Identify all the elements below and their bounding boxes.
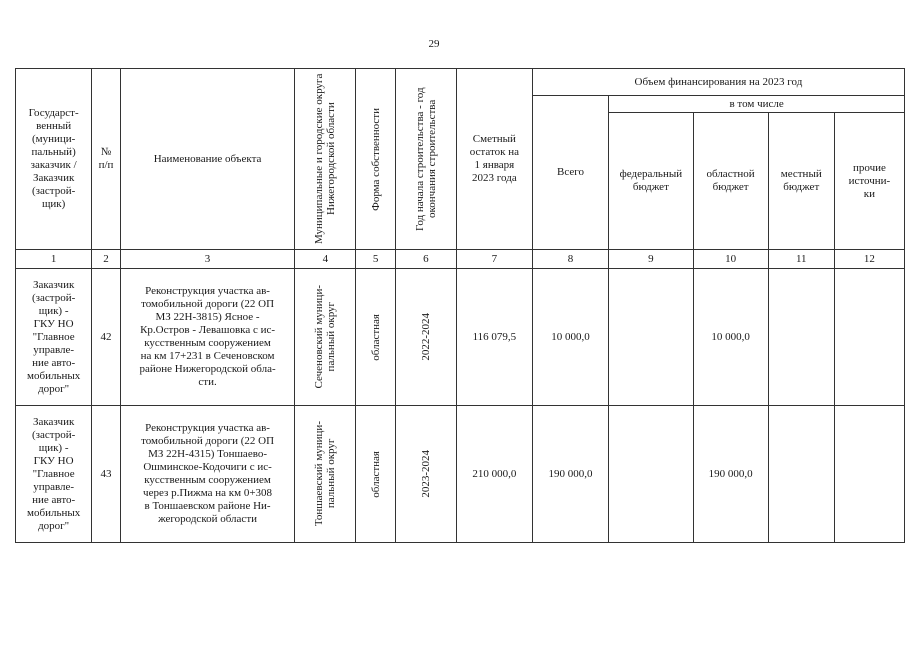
table-row [16, 269, 905, 406]
row-municipal [295, 406, 356, 543]
row-ownership-text: областная [369, 313, 382, 361]
header-total: Всего [532, 96, 608, 250]
row-federal [609, 269, 693, 406]
header-federal: федеральный бюджет [609, 113, 693, 250]
column-number-row [16, 250, 905, 269]
row-years-text: 2023-2024 [419, 450, 432, 498]
row-ownership-text: областная [369, 450, 382, 498]
table-row [16, 406, 905, 543]
row-municipal [295, 269, 356, 406]
column-number: 10 [693, 250, 768, 269]
header-estimate: Сметный остаток на 1 января 2023 года [456, 69, 532, 250]
header-including: в том числе [609, 96, 905, 113]
header-years [395, 69, 456, 250]
header-ownership [356, 69, 396, 250]
row-total: 190 000,0 [532, 406, 608, 543]
row-local [768, 406, 834, 543]
header-object-name: Наименование объекта [120, 69, 295, 250]
row-customer: Заказчик (застрой- щик) - ГКУ НО "Главное управле- ние авто- мобильных дорог" [16, 269, 92, 406]
header-local: местный бюджет [768, 113, 834, 250]
header-num: № п/п [92, 69, 120, 250]
row-total: 10 000,0 [532, 269, 608, 406]
header-municipal [295, 69, 356, 250]
column-number: 11 [768, 250, 834, 269]
row-num: 42 [92, 269, 120, 406]
row-object-name: Реконструкция участка ав- томобильной дороги (22 ОП МЗ 22Н-3815) Ясное - Кр.Остров - Левашовка с ис- кусственным сооружением на км 17+231 в Сеченовском районе Нижегородской обла- сти. [120, 269, 295, 406]
row-municipal-text: Тоншаевский муници- пальный округ [313, 421, 338, 527]
header-ownership-text: Форма собственности [369, 107, 382, 211]
row-estimate: 210 000,0 [456, 406, 532, 543]
column-number: 4 [295, 250, 356, 269]
column-number: 6 [395, 250, 456, 269]
column-number: 2 [92, 250, 120, 269]
row-num: 43 [92, 406, 120, 543]
row-object-name: Реконструкция участка ав- томобильной дороги (22 ОП МЗ 22Н-4315) Тоншаево- Ошминское-Кодочиги с ис- кусственным сооружением через р.Пижма на км 0+308 в Тоншаевском районе Ни- жегородской области [120, 406, 295, 543]
header-regional: областной бюджет [693, 113, 768, 250]
column-number: 5 [356, 250, 396, 269]
row-other [834, 269, 904, 406]
row-years [395, 406, 456, 543]
row-years [395, 269, 456, 406]
row-ownership [356, 269, 396, 406]
row-ownership [356, 406, 396, 543]
row-customer: Заказчик (застрой- щик) - ГКУ НО "Главное управле- ние авто- мобильных дорог" [16, 406, 92, 543]
column-number: 9 [609, 250, 693, 269]
row-municipal-text: Сеченовский муници- пальный округ [313, 285, 338, 389]
header-other: прочие источни- ки [834, 113, 904, 250]
column-number: 1 [16, 250, 92, 269]
column-number: 7 [456, 250, 532, 269]
row-federal [609, 406, 693, 543]
column-number: 8 [532, 250, 608, 269]
header-customer: Государст- венный (муници- пальный) заказчик / Заказчик (застрой- щик) [16, 69, 92, 250]
header-years-text: Год начала строительства - год окончания строительства [413, 87, 438, 231]
row-years-text: 2022-2024 [419, 313, 432, 361]
financing-table [15, 68, 905, 543]
row-estimate: 116 079,5 [456, 269, 532, 406]
row-other [834, 406, 904, 543]
column-number: 3 [120, 250, 295, 269]
row-regional: 10 000,0 [693, 269, 768, 406]
row-local [768, 269, 834, 406]
header-financing: Объем финансирования на 2023 год [532, 69, 904, 96]
column-number: 12 [834, 250, 904, 269]
page-number: 29 [428, 38, 440, 50]
row-regional: 190 000,0 [693, 406, 768, 543]
header-municipal-text: Муниципальные и городские округа Нижегородской области [313, 73, 338, 245]
